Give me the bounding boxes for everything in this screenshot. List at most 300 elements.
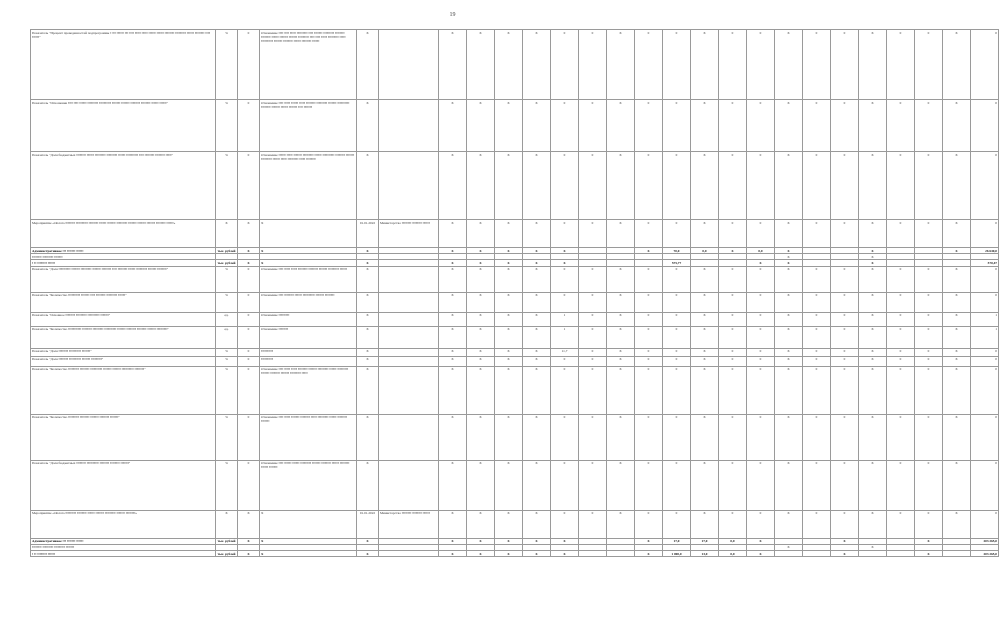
table-cell: Отношение ▪▪▪▪ ▪▪▪▪▪▪▪▪ ▪▪▪▪▪▪ ▪▪▪▪▪▪▪▪▪▪ ▪▪▪▪▪▪▪ ▪▪▪▪▪▪▪▪	[260, 292, 357, 312]
table-cell: X	[775, 220, 803, 248]
table-cell: X	[439, 248, 467, 254]
table-cell: X	[238, 220, 260, 248]
table-cell: X	[439, 152, 467, 220]
table-cell: 0,0	[691, 248, 719, 254]
table-cell: X	[831, 538, 859, 544]
table-cell: X	[691, 152, 719, 220]
table-cell: X	[775, 326, 803, 348]
table-cell: 0	[971, 356, 999, 366]
table-cell: X	[719, 248, 747, 254]
table-cell: X	[943, 326, 971, 348]
table-cell: X	[607, 312, 635, 326]
table-cell: X	[523, 348, 551, 356]
table-cell: X	[467, 152, 495, 220]
table-cell: %	[216, 356, 238, 366]
table-cell: Министерство ▪▪▪▪▪▪▪▪ ▪▪▪▪▪▪▪▪ ▪▪▪▪▪▪	[379, 220, 439, 248]
table-cell: X	[357, 266, 379, 292]
table-cell: 0	[663, 356, 691, 366]
table-cell: X	[635, 538, 663, 544]
table-cell	[379, 266, 439, 292]
table-cell	[379, 460, 439, 510]
table-cell: X	[357, 356, 379, 366]
table-cell: 0	[635, 100, 663, 152]
table-cell: 0	[551, 292, 579, 312]
table-cell: 570,47	[971, 260, 999, 266]
table-cell: X	[357, 100, 379, 152]
table-cell: X	[523, 551, 551, 557]
table-cell: X	[775, 348, 803, 356]
table-cell: X	[439, 510, 467, 538]
table-cell: 0	[887, 100, 915, 152]
table-cell: X	[691, 326, 719, 348]
table-cell: X	[439, 538, 467, 544]
table-cell: X	[859, 510, 887, 538]
table-cell: 0	[831, 326, 859, 348]
table-cell: 0	[238, 152, 260, 220]
table-cell: X	[691, 348, 719, 356]
table-cell: X	[467, 326, 495, 348]
table-cell: X	[495, 266, 523, 292]
table-cell: X	[775, 260, 803, 266]
table-cell: 0	[663, 460, 691, 510]
table-cell: 0	[635, 312, 663, 326]
table-cell: X	[859, 248, 887, 254]
table-cell: X	[607, 414, 635, 460]
table-cell: X	[943, 356, 971, 366]
table-cell: X	[495, 414, 523, 460]
table-cell	[379, 414, 439, 460]
table-cell: X	[357, 538, 379, 544]
table-cell: X	[551, 538, 579, 544]
table-cell: X	[775, 544, 803, 550]
table-cell: 0	[663, 312, 691, 326]
row-label-cell: ▪ ▪▪ ▪▪▪▪▪▪▪▪ ▪▪▪▪▪▪	[31, 260, 216, 266]
table-cell: 0	[719, 366, 747, 414]
table-cell: 0	[831, 356, 859, 366]
table-cell: 0	[663, 348, 691, 356]
table-cell: X	[943, 266, 971, 292]
table-cell: 0	[887, 414, 915, 460]
table-cell: X	[775, 152, 803, 220]
table-cell: 0	[915, 312, 943, 326]
table-row	[31, 100, 999, 152]
table-cell: 0	[747, 266, 775, 292]
table-cell: 17,0	[663, 538, 691, 544]
table-cell: 0	[803, 326, 831, 348]
table-cell: 0	[971, 220, 999, 248]
table-cell: X	[775, 30, 803, 100]
table-row	[31, 292, 999, 312]
table-cell: 0	[635, 292, 663, 312]
table-cell: X	[691, 220, 719, 248]
table-cell: X	[495, 30, 523, 100]
table-cell	[379, 30, 439, 100]
table-cell: X	[607, 460, 635, 510]
table-cell	[379, 312, 439, 326]
table-cell: 0	[971, 510, 999, 538]
table-cell: 0	[635, 152, 663, 220]
table-cell: 0	[551, 220, 579, 248]
table-cell: X	[551, 248, 579, 254]
table-cell: 13,0	[691, 551, 719, 557]
table-cell: 0,0	[719, 551, 747, 557]
table-cell: 0,0	[747, 248, 775, 254]
table-cell: X	[523, 414, 551, 460]
table-cell: X	[943, 248, 971, 254]
table-cell: 0	[747, 152, 775, 220]
table-cell: X	[467, 551, 495, 557]
table-cell: 0	[915, 356, 943, 366]
table-cell: 0	[551, 460, 579, 510]
table-cell: 0	[719, 220, 747, 248]
table-cell: 11,7	[551, 348, 579, 356]
table-cell: 0	[719, 414, 747, 460]
table-cell: 0	[831, 100, 859, 152]
table-cell: 0	[663, 292, 691, 312]
row-label-cell: Показатель "Количество ▪▪▪▪▪▪▪▪▪▪▪ ▪▪▪▪▪▪▪▪ ▪▪▪▪▪▪▪▪▪ ▪▪▪▪▪▪▪▪▪▪ ▪▪▪▪▪▪▪ ▪▪▪▪▪▪▪▪ ▪▪▪▪▪▪▪▪ ▪▪▪▪▪▪▪ ▪▪▪▪▪▪▪▪▪"	[31, 326, 216, 348]
table-row	[31, 460, 999, 510]
table-cell: 0	[719, 152, 747, 220]
table-cell	[379, 152, 439, 220]
row-label-cell: ▪▪▪▪▪▪▪▪ ▪▪▪▪▪▪▪▪▪ ▪▪▪▪▪▪▪▪▪ ▪▪▪▪▪▪▪	[31, 544, 216, 550]
table-cell: X	[943, 366, 971, 414]
table-cell: X	[439, 414, 467, 460]
table-cell: 0	[663, 366, 691, 414]
row-label-cell: Мероприятие «Оплата ▪▪▪▪▪▪▪▪ ▪▪▪▪▪▪▪▪▪▪ ▪▪▪▪▪▪▪▪ ▪▪▪▪▪▪ ▪▪▪▪▪▪▪ ▪▪▪▪▪▪▪▪▪ ▪▪▪▪▪▪▪ ▪▪▪▪▪▪▪ ▪▪▪▪▪▪▪ ▪▪▪▪▪▪▪▪ ▪▪▪▪▪▪»	[31, 220, 216, 248]
table-cell: X	[523, 538, 551, 544]
table-cell: 0	[803, 266, 831, 292]
table-cell: 0	[831, 366, 859, 414]
table-cell: X	[943, 312, 971, 326]
table-cell: X	[495, 538, 523, 544]
table-cell: 17,0	[691, 538, 719, 544]
table-cell	[887, 551, 915, 557]
table-cell: 1 000,0	[663, 551, 691, 557]
table-cell: X	[467, 366, 495, 414]
table-cell: 203 265,0	[971, 538, 999, 544]
table-cell: 0	[887, 326, 915, 348]
table-cell: X	[439, 100, 467, 152]
table-cell: X	[859, 366, 887, 414]
row-label-cell: Показатель "Основное ▪▪▪▪▪▪▪▪ ▪▪▪▪▪▪▪▪▪ ▪▪▪▪▪▪▪▪▪▪ ▪▪▪▪▪▪▪"	[31, 312, 216, 326]
table-cell: 0	[915, 348, 943, 356]
table-cell	[379, 348, 439, 356]
table-cell: 203 265,0	[971, 551, 999, 557]
row-label-cell: Показатель "Доля бюджетных ▪▪▪▪▪▪▪▪ ▪▪▪▪▪▪ ▪▪▪▪▪▪▪▪▪ ▪▪▪▪▪▪▪▪▪ ▪▪▪▪▪▪ ▪▪▪▪▪▪▪▪▪▪ ▪▪▪▪ ▪▪▪▪▪▪▪▪ ▪▪▪▪▪▪▪▪ ▪▪▪▪▪"	[31, 152, 216, 220]
table-cell: 0	[719, 100, 747, 152]
row-label-cell: Показатель "Доля ▪▪▪▪▪▪▪▪ ▪▪▪▪▪▪▪▪▪▪ ▪▪▪▪▪▪▪"	[31, 348, 216, 356]
table-cell: 0	[747, 312, 775, 326]
table-cell: X	[357, 460, 379, 510]
table-row	[31, 414, 999, 460]
table-cell: X	[859, 348, 887, 356]
table-cell: 0	[663, 326, 691, 348]
row-label-cell: Мероприятие «Оплата ▪▪▪▪▪▪▪▪▪ ▪▪▪▪▪▪▪▪ ▪▪▪▪▪▪ ▪▪▪▪▪▪▪ ▪▪▪▪▪▪▪▪▪ ▪▪▪▪▪▪▪ ▪▪▪▪▪▪▪▪»	[31, 510, 216, 538]
table-cell: X	[691, 510, 719, 538]
table-cell: 0	[663, 414, 691, 460]
table-cell: 0	[915, 326, 943, 348]
table-cell: X	[238, 248, 260, 254]
table-cell: X	[467, 248, 495, 254]
table-cell: X	[495, 152, 523, 220]
table-cell: X	[747, 538, 775, 544]
table-cell: 0	[887, 220, 915, 248]
table-cell: 0	[551, 356, 579, 366]
table-cell: 0	[635, 414, 663, 460]
table-cell: X	[607, 356, 635, 366]
table-cell: 0	[803, 152, 831, 220]
table-cell: X	[495, 312, 523, 326]
table-cell: 0	[971, 100, 999, 152]
table-cell: тыс. рублей	[216, 538, 238, 544]
table-cell: X	[691, 366, 719, 414]
table-cell: тыс. рублей	[216, 260, 238, 266]
table-cell: X	[439, 30, 467, 100]
table-cell: X	[775, 292, 803, 312]
table-cell: X	[467, 266, 495, 292]
table-cell: X	[357, 348, 379, 356]
table-cell: 26 640,0	[971, 248, 999, 254]
table-cell: X	[467, 414, 495, 460]
table-cell: Отношение ▪▪▪▪ ▪▪▪▪▪ ▪▪▪▪▪ ▪▪▪▪▪▪▪▪ ▪▪▪▪▪▪▪▪ ▪▪▪▪▪▪▪ ▪▪▪▪▪▪▪▪▪ ▪▪▪▪▪▪	[260, 266, 357, 292]
table-cell: X	[357, 248, 379, 254]
table-cell: 01.01.2022	[357, 220, 379, 248]
table-cell: X	[523, 30, 551, 100]
table-cell: 0	[915, 220, 943, 248]
table-cell: 0	[971, 366, 999, 414]
table-cell: X	[775, 460, 803, 510]
table-cell: 0	[831, 30, 859, 100]
table-cell: X	[523, 292, 551, 312]
table-cell: X	[775, 248, 803, 254]
row-label-cell: Показатель "Количество ▪▪▪▪▪▪▪▪▪▪ ▪▪▪▪▪▪▪ ▪▪▪▪ ▪▪▪▪▪▪▪▪ ▪▪▪▪▪▪▪▪▪ ▪▪▪▪▪▪"	[31, 292, 216, 312]
table-cell: 0	[831, 348, 859, 356]
table-cell: 0	[238, 312, 260, 326]
table-cell: 0	[238, 366, 260, 414]
table-cell: X	[439, 366, 467, 414]
table-cell: %	[216, 152, 238, 220]
table-cell: 0	[971, 266, 999, 292]
table-cell: 0	[719, 312, 747, 326]
table-cell: 0	[803, 366, 831, 414]
table-cell: X	[775, 356, 803, 366]
table-cell: X	[357, 326, 379, 348]
table-cell: X	[775, 414, 803, 460]
table-cell: 0	[579, 326, 607, 348]
page-number: 19	[449, 12, 456, 18]
table-cell: 0	[887, 510, 915, 538]
table-cell: 0	[887, 356, 915, 366]
row-label-cell: Административное ▪▪▪ ▪▪▪▪▪▪▪ ▪▪▪▪▪▪	[31, 248, 216, 254]
table-cell: 0	[579, 152, 607, 220]
row-label-cell: Показатель "Количество ▪▪▪▪▪▪▪▪▪ ▪▪▪▪▪▪▪▪ ▪▪▪▪▪▪▪▪▪▪ ▪▪▪▪▪▪▪ ▪▪▪▪▪▪▪ ▪▪▪▪▪▪▪▪▪▪ ▪▪▪▪▪▪▪▪"	[31, 366, 216, 414]
table-cell: 0	[747, 348, 775, 356]
table-cell: X	[859, 220, 887, 248]
table-cell: X	[859, 292, 887, 312]
table-cell: X	[467, 30, 495, 100]
table-cell: X	[607, 292, 635, 312]
table-cell: X	[357, 292, 379, 312]
table-cell: 0	[238, 292, 260, 312]
table-cell: 0	[803, 312, 831, 326]
table-cell: X	[216, 510, 238, 538]
table-cell: X	[467, 312, 495, 326]
row-label-cell: Показатель "Количество ▪▪▪▪▪▪▪▪▪ ▪▪▪▪▪▪▪▪ ▪▪▪▪▪▪▪ ▪▪▪▪▪▪▪▪ ▪▪▪▪▪▪▪"	[31, 414, 216, 460]
table-cell: 0	[635, 220, 663, 248]
table-cell: 0	[663, 30, 691, 100]
row-label-cell: Показатель "Доля бюджетных ▪▪▪▪▪▪▪▪ ▪▪▪▪▪▪▪▪▪▪ ▪▪▪▪▪▪▪▪ ▪▪▪▪▪▪▪▪ ▪▪▪▪▪▪▪"	[31, 460, 216, 510]
table-cell: 0	[803, 30, 831, 100]
table-cell: 0	[551, 30, 579, 100]
table-cell: 0	[915, 366, 943, 414]
table-cell: тыс. рублей	[216, 248, 238, 254]
table-cell: X	[859, 30, 887, 100]
table-cell: %	[216, 366, 238, 414]
table-cell: X	[260, 248, 357, 254]
row-label-cell: ▪ ▪▪ ▪▪▪▪▪▪▪▪ ▪▪▪▪▪▪	[31, 551, 216, 557]
table-cell: 0	[831, 220, 859, 248]
table-cell: 0	[887, 366, 915, 414]
table-cell: %	[216, 100, 238, 152]
table-cell: X	[238, 510, 260, 538]
table-cell: X	[607, 100, 635, 152]
table-cell: X	[747, 551, 775, 557]
table-cell: 0	[803, 510, 831, 538]
table-cell: X	[495, 220, 523, 248]
table-cell: X	[260, 538, 357, 544]
table-cell: X	[607, 510, 635, 538]
table-cell: X	[439, 551, 467, 557]
table-cell: 0	[579, 510, 607, 538]
table-cell: 0	[803, 220, 831, 248]
table-cell: 0	[579, 348, 607, 356]
table-cell: 0	[831, 266, 859, 292]
table-cell: X	[467, 292, 495, 312]
table-row	[31, 30, 999, 100]
table-cell: 0	[579, 460, 607, 510]
table-cell	[379, 356, 439, 366]
table-cell: X	[551, 551, 579, 557]
table-cell: X	[635, 551, 663, 557]
table-cell: X	[523, 248, 551, 254]
table-cell: X	[216, 220, 238, 248]
table-cell: 575,77	[663, 260, 691, 266]
table-cell: X	[775, 266, 803, 292]
table-cell: X	[439, 266, 467, 292]
table-cell: X	[831, 551, 859, 557]
table-cell: X	[439, 292, 467, 312]
table-cell: X	[859, 326, 887, 348]
table-cell: 0	[551, 414, 579, 460]
table-cell: X	[357, 414, 379, 460]
table-cell: 0	[635, 30, 663, 100]
table-cell: X	[523, 312, 551, 326]
table-cell: 0	[551, 266, 579, 292]
table-cell: X	[495, 356, 523, 366]
table-cell: 1	[971, 312, 999, 326]
table-cell: Министерство ▪▪▪▪▪▪▪▪ ▪▪▪▪▪▪▪▪ ▪▪▪▪▪▪	[379, 510, 439, 538]
table-cell: 0	[635, 266, 663, 292]
table-cell: 0	[887, 30, 915, 100]
table-cell: 0	[831, 292, 859, 312]
table-cell: 0	[719, 326, 747, 348]
table-row	[31, 220, 999, 248]
table-cell: X	[357, 551, 379, 557]
table-cell: 0	[915, 414, 943, 460]
table-cell: X	[859, 100, 887, 152]
table-cell: 0	[551, 100, 579, 152]
table-cell: 0	[971, 460, 999, 510]
table-cell: X	[260, 260, 357, 266]
table-cell: X	[859, 254, 887, 260]
table-cell: X	[467, 260, 495, 266]
table-cell: X	[775, 254, 803, 260]
table-cell: 0	[747, 220, 775, 248]
table-cell: 0	[747, 356, 775, 366]
table-cell: 0	[971, 152, 999, 220]
table-cell: 0	[915, 266, 943, 292]
table-cell: 0	[887, 292, 915, 312]
table-cell: X	[607, 326, 635, 348]
table-cell: 0	[635, 510, 663, 538]
table-cell: X	[439, 220, 467, 248]
table-cell: X	[691, 312, 719, 326]
row-label-cell: ▪▪▪▪▪▪▪▪ ▪▪▪▪▪▪▪▪▪ ▪▪▪▪▪▪▪	[31, 254, 216, 260]
table-cell: 0	[663, 152, 691, 220]
table-cell: %	[216, 460, 238, 510]
table-cell: 0	[719, 292, 747, 312]
table-row	[31, 551, 999, 557]
table-cell: 0	[803, 356, 831, 366]
table-cell: 0	[887, 266, 915, 292]
table-cell: %	[216, 414, 238, 460]
row-label-cell: Административное ▪▪▪ ▪▪▪▪▪▪▪ ▪▪▪▪▪▪	[31, 538, 216, 544]
table-row	[31, 356, 999, 366]
table-cell: 0	[663, 220, 691, 248]
table-cell: 0	[579, 356, 607, 366]
table-cell: X	[943, 220, 971, 248]
table-cell: 0	[831, 414, 859, 460]
table-cell: 0	[663, 100, 691, 152]
table-cell: 0	[971, 414, 999, 460]
table-cell: 0	[579, 312, 607, 326]
table-cell: Отношение ▪▪▪▪ ▪▪▪▪▪▪ ▪▪▪▪▪▪ ▪▪▪▪▪▪▪▪▪ ▪▪▪▪▪▪▪ ▪▪▪▪▪▪▪▪ ▪▪▪▪▪▪ ▪▪▪▪▪▪▪▪ ▪▪▪▪▪▪ ▪▪▪▪▪▪▪	[260, 460, 357, 510]
table-row	[31, 348, 999, 356]
table-cell: X	[357, 260, 379, 266]
table-cell: X	[775, 312, 803, 326]
table-cell: X	[859, 356, 887, 366]
table-cell: X	[691, 100, 719, 152]
table-cell: 70,0	[663, 248, 691, 254]
table-cell: тыс. рублей	[216, 551, 238, 557]
table-cell: X	[775, 510, 803, 538]
table-cell: 0,0	[719, 538, 747, 544]
table-cell: 0	[238, 266, 260, 292]
table-cell: X	[439, 356, 467, 366]
table-row	[31, 152, 999, 220]
table-cell: X	[691, 356, 719, 366]
table-cell: X	[523, 356, 551, 366]
table-cell: 0	[803, 100, 831, 152]
table-cell: 0	[831, 312, 859, 326]
table-cell: X	[943, 100, 971, 152]
table-cell: 0	[915, 292, 943, 312]
table-cell: X	[467, 510, 495, 538]
table-cell: 1	[971, 326, 999, 348]
table-cell: X	[467, 220, 495, 248]
table-cell: X	[747, 260, 775, 266]
table-cell: X	[439, 348, 467, 356]
